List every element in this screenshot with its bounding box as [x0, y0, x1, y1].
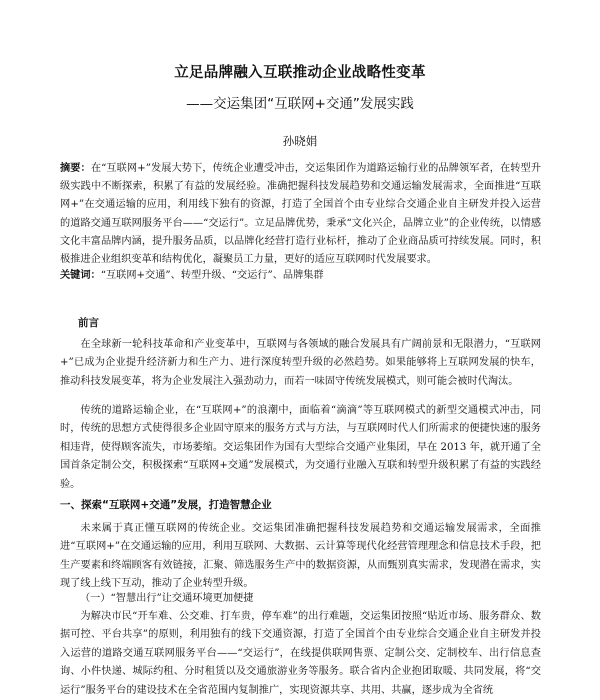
keywords-label: 关键词： — [60, 270, 101, 281]
section-heading: 一、探索“互联网+交通”发展，打造智慧企业 — [60, 499, 272, 511]
preface-heading: 前言 — [78, 317, 99, 329]
subsection-paragraph: 为解决市民“开车难、公交难、打车贵，停车难”的出行难题，交运集团按照“贴近市场、服务群众、数据可控、平台共享”的原则，利用独有的线下交通资源，打造了全国首个由专业综合交通企业自主研发并投入运营的道路交通互联网服务平台——“交运行”，在线提供联网售票、定制公交、定制校车、出行信息查询、小件快递、城际约租、分时租赁以及交通旅游业务等服务。联合省内企业抱团取暖、共同发展，将“交运行”服务平台的建设技术在全省范围内复制推广，实现资源共享、共用、共赢，逐步成为全省统 — [60, 611, 541, 696]
article-subtitle: ——交运集团“互联网+交通”发展实践 — [186, 96, 414, 112]
article-author: 孙晓娟 — [282, 134, 318, 148]
preface-paragraph: 在全球新一轮科技革命和产业变革中，互联网与各领域的融合发展具有广阔前景和无限潜力，“互联网+”已成为企业提升经济新力和生产力、进行深度转型升级的必然趋势。如果能够将上互联网发展的快车，推动科技发展变革，将为企业发展注入强劲动力，而若一味固守传统发展模式，则可能会被时代淘汰。 — [60, 339, 541, 387]
preface-paragraph: 传统的道路运输企业，在“互联网+”的浪潮中，面临着“滴滴”等互联网模式的新型交通模式冲击，同时，传统的思想方式使得很多企业固守原来的服务方式与方法，与互联网时代人们所需求的便捷快速的服务相违背，使得顾客流失，市场萎缩。交运集团作为国有大型综合交通产业集团，早在 2013 年，就开通了全国首条定制公交，积极探索“互联网+交通”发展模式，为交通行业融入互联和转型升级积累了有益的实践经验。 — [60, 405, 541, 490]
abstract-label: 摘要： — [60, 163, 91, 174]
subsection-heading: （一）“智慧出行”让交通环境更加便捷 — [80, 593, 254, 604]
keywords — [60, 267, 541, 285]
article-title: 立足品牌融入互联推动企业战略性变革 — [174, 65, 426, 81]
abstract-text: 在“互联网+”发展大势下，传统企业遭受冲击，交运集团作为道路运输行业的品牌领军者，在转型升级实践中不断探索，积累了有益的发展经验。准确把握科技发展趋势和交通运输发展需求，全面推进“互联网+”在交通运输的应用，利用线下独有的资源，打造了全国首个由专业综合交通企业自主研发并投入运营的道路交通互联网服务平台——“交运行”。立足品牌优势，秉承“文化兴企，品牌立业”的企业传统，以情感文化丰富品牌内涵，提升服务品质，以品牌化经营打造行业标杆，推动了企业商品质可持续发展。同时，积极推进企业组织变革和结构优化，凝聚员工力量，更好的适应互联网时代发展要求。 — [60, 163, 542, 266]
section-paragraph: 未来属于真正懂互联网的传统企业。交运集团准确把握科技发展趋势和交通运输发展需求，全面推进“互联网+”在交通运输的应用，利用互联网、大数据、云计算等现代化经营管理理念和信息技术手段，把生产要素和终端顾客有效链接，汇聚、筛选服务生产中的数据资源，从而甄别真实需求，发现潜在需求，实现了线上线下互动，推动了企业转型升级。 — [60, 523, 541, 590]
abstract — [60, 160, 541, 269]
keywords-text: “互联网+交通”、转型升级、“交运行”、品牌集群 — [100, 270, 324, 281]
